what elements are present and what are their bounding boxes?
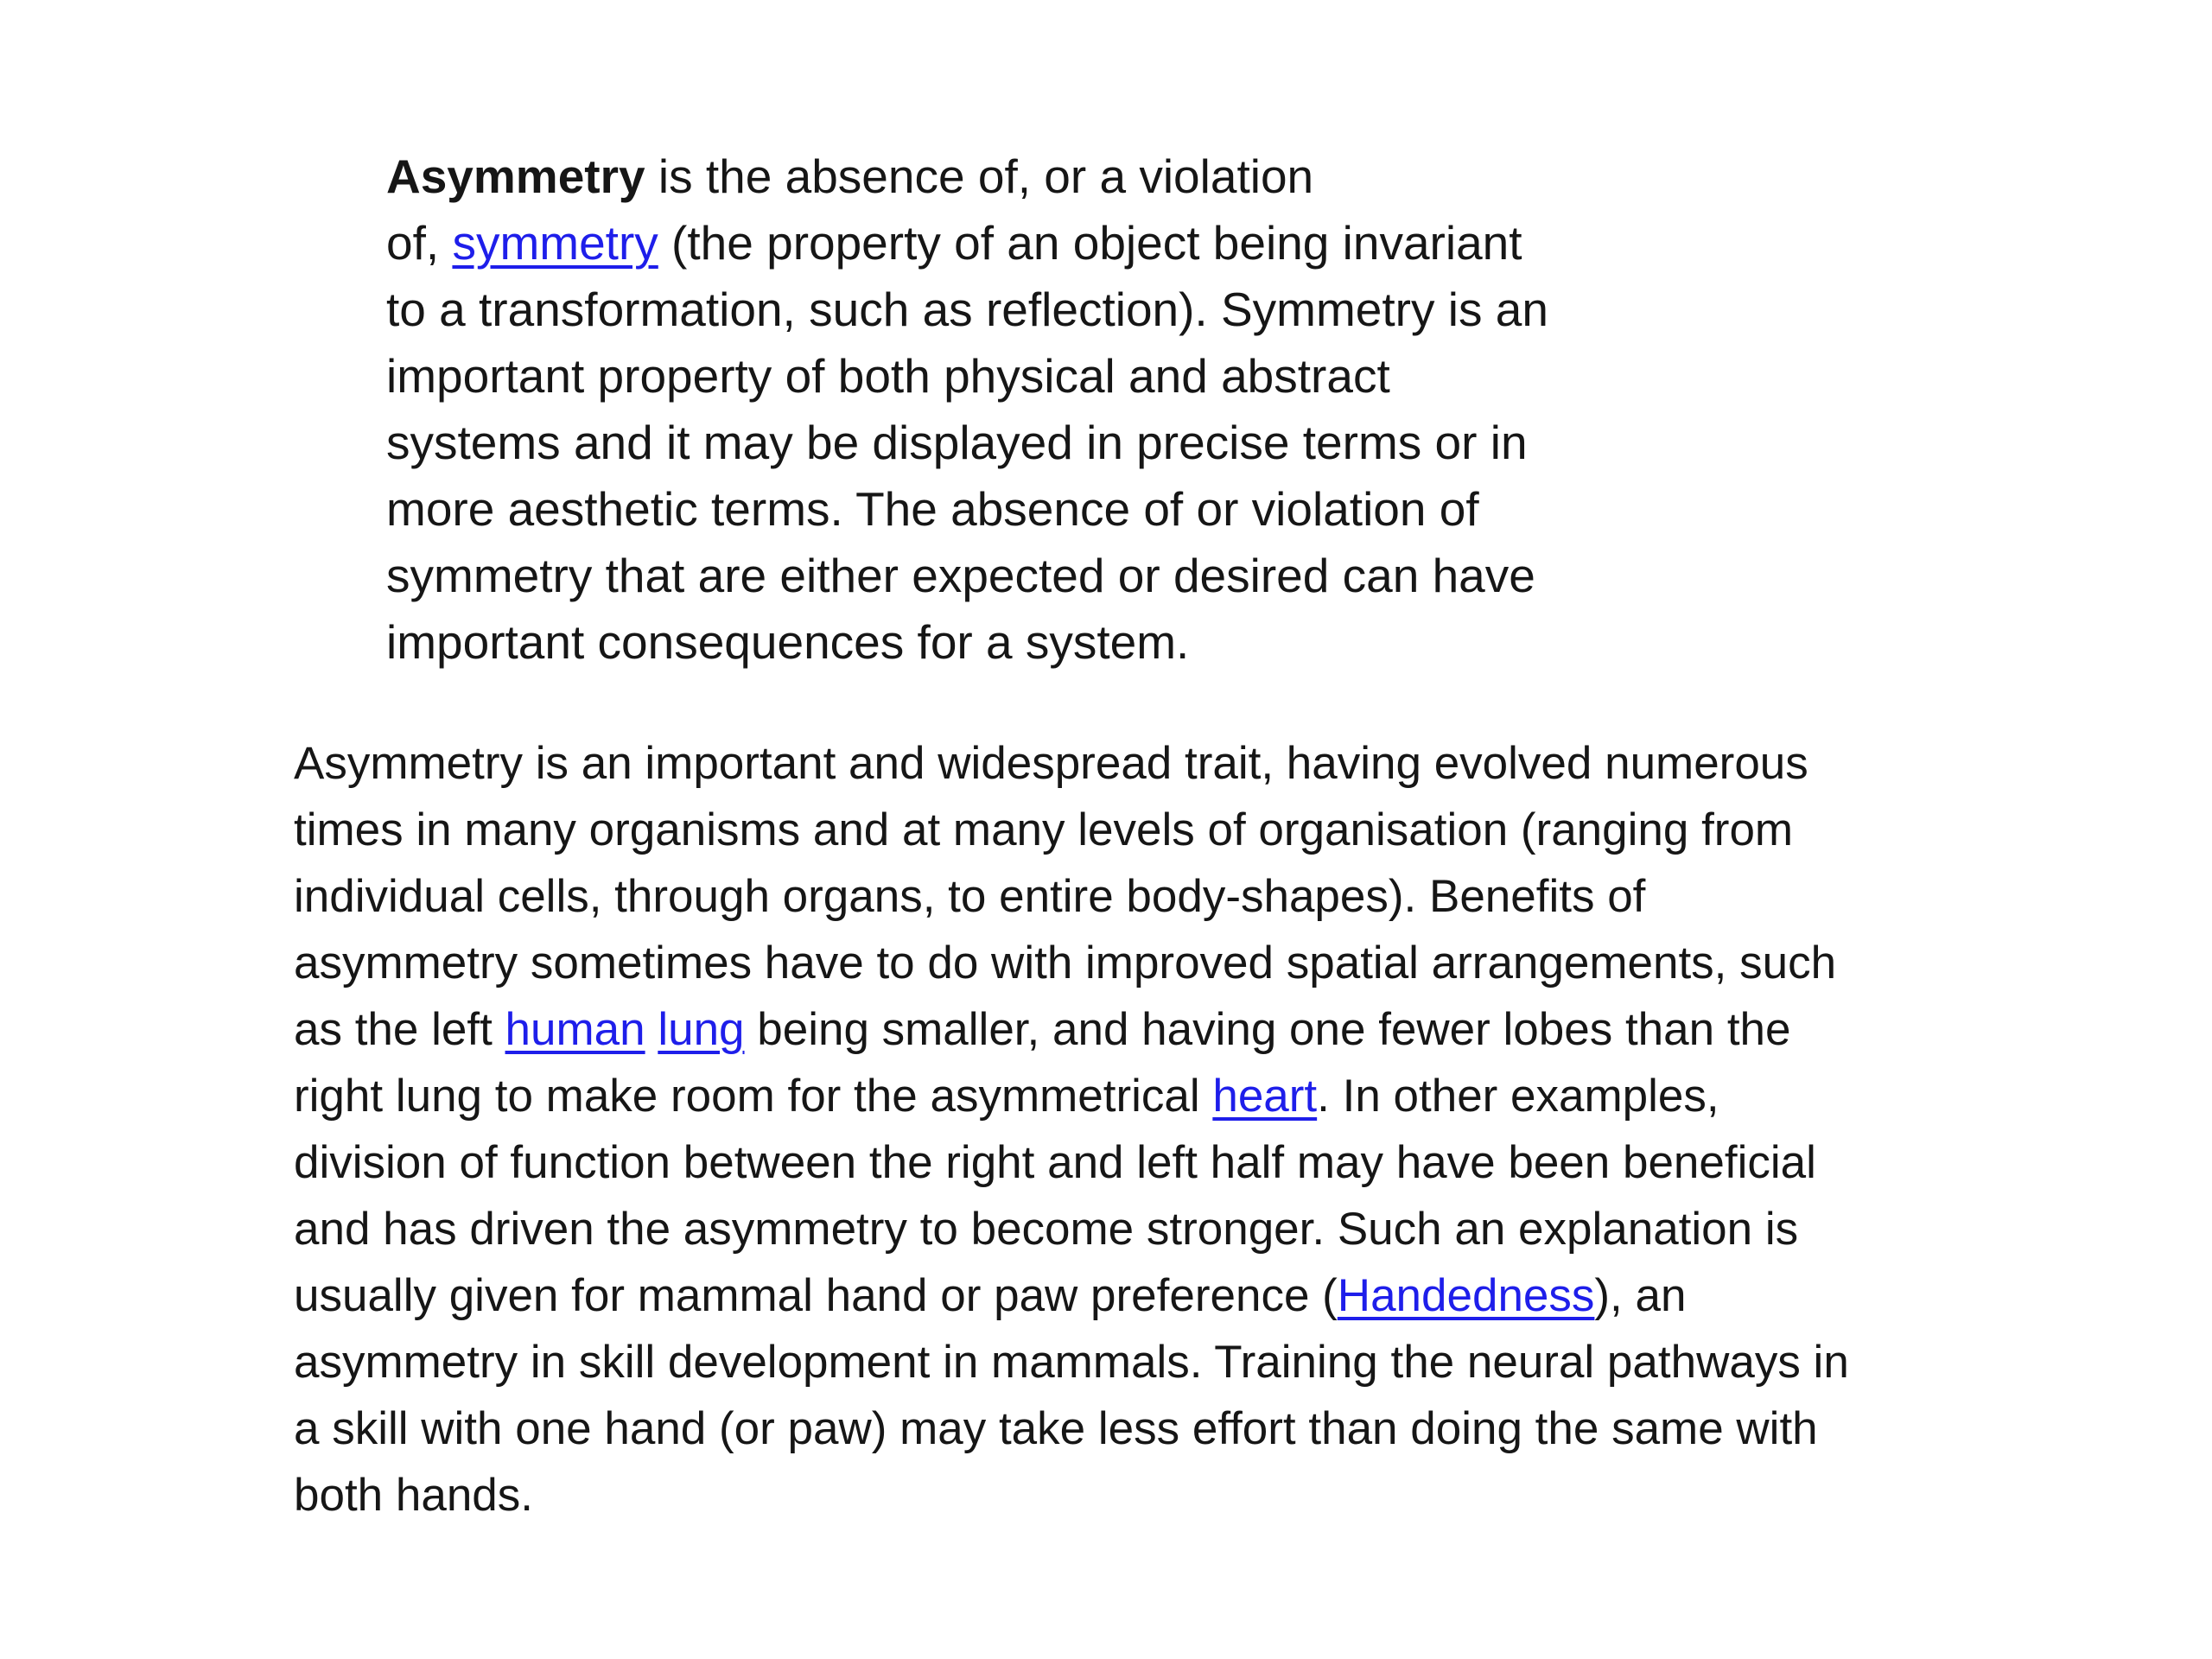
body-line — [294, 1063, 1849, 1129]
symmetry-link[interactable]: symmetry — [452, 216, 658, 270]
text-segment: important property of both physical and abstract — [386, 349, 1390, 403]
text-segment — [645, 1004, 658, 1055]
body-paragraph — [294, 730, 1849, 1529]
handedness-link[interactable]: Handedness — [1337, 1270, 1595, 1321]
text-segment: symmetry that are either expected or desired can have — [386, 549, 1535, 602]
lung-link[interactable]: lung — [658, 1004, 745, 1055]
heart-link[interactable]: heart — [1212, 1071, 1318, 1122]
body-line — [294, 1329, 1849, 1395]
text-segment: usually given for mammal hand or paw preference ( — [294, 1270, 1338, 1321]
text-segment: being smaller, and having one fewer lobes than the — [744, 1004, 1791, 1055]
body-line — [294, 1262, 1849, 1329]
asymmetry-bold-term: Asymmetry — [386, 149, 645, 203]
text-segment: . In other examples, — [1317, 1071, 1719, 1122]
quote-line — [386, 543, 1548, 609]
text-segment: both hands. — [294, 1470, 534, 1521]
body-line — [294, 730, 1849, 797]
text-segment: Asymmetry is an important and widespread trait, having evolved numerous — [294, 738, 1808, 789]
body-line — [294, 863, 1849, 930]
text-segment: times in many organisms and at many levels of organisation (ranging from — [294, 804, 1794, 855]
definition-quote-paragraph — [386, 143, 1548, 676]
quote-line — [386, 210, 1548, 276]
text-segment: as the left — [294, 1004, 505, 1055]
quote-line — [386, 276, 1548, 343]
human-link[interactable]: human — [505, 1004, 645, 1055]
body-line — [294, 1129, 1849, 1196]
text-segment: ), an — [1594, 1270, 1687, 1321]
quote-line — [386, 343, 1548, 410]
text-segment: and has driven the asymmetry to become stronger. Such an explanation is — [294, 1204, 1799, 1255]
text-segment: asymmetry sometimes have to do with improved spatial arrangements, such — [294, 938, 1837, 988]
body-line — [294, 1196, 1849, 1262]
text-segment: (the property of an object being invariant — [658, 216, 1522, 270]
text-segment: individual cells, through organs, to entire body-shapes). Benefits of — [294, 871, 1646, 922]
body-line — [294, 1462, 1849, 1529]
quote-line — [386, 143, 1548, 210]
quote-line — [386, 609, 1548, 676]
body-line — [294, 1395, 1849, 1462]
body-line — [294, 930, 1849, 996]
text-segment: important consequences for a system. — [386, 615, 1190, 669]
text-segment: systems and it may be displayed in precise terms or in — [386, 416, 1528, 469]
text-segment: right lung to make room for the asymmetrical — [294, 1071, 1213, 1122]
text-segment: more aesthetic terms. The absence of or violation of — [386, 482, 1479, 536]
quote-line — [386, 476, 1548, 543]
text-segment: of, — [386, 216, 453, 270]
text-segment: division of function between the right and left half may have been beneficial — [294, 1137, 1816, 1188]
text-segment: a skill with one hand (or paw) may take less effort than doing the same with — [294, 1403, 1818, 1454]
quote-line — [386, 410, 1548, 476]
text-segment: to a transformation, such as reflection). Symmetry is an — [386, 283, 1548, 336]
body-line — [294, 797, 1849, 863]
text-segment: is the absence of, or a violation — [645, 149, 1314, 203]
body-line — [294, 996, 1849, 1063]
text-segment: asymmetry in skill development in mammals. Training the neural pathways in — [294, 1337, 1849, 1388]
